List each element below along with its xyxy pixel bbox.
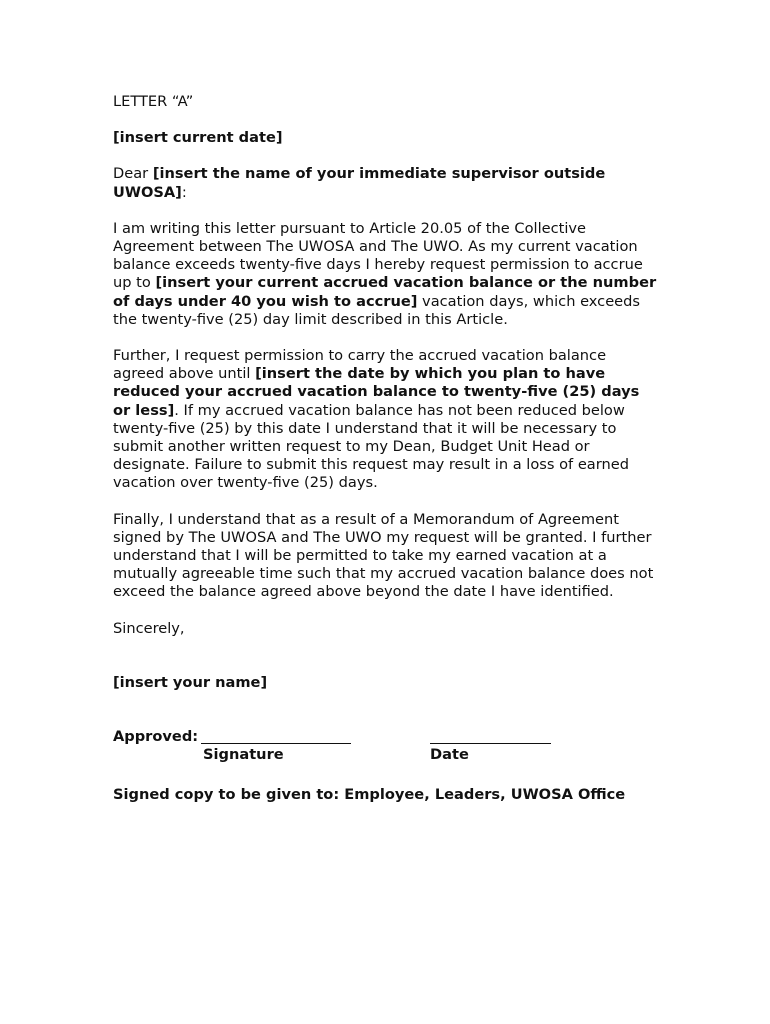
reduction-date-placeholder: [insert the date by which you plan to have reduced your accrued vacation balance to twenty-five (25) days or less] (113, 365, 640, 419)
letter-document (113, 93, 658, 822)
salutation-suffix: : (181, 183, 187, 201)
salutation-prefix: Dear (113, 165, 153, 183)
closing: Sincerely, (113, 619, 185, 637)
date-caption: Date (430, 746, 469, 764)
paragraph-memorandum: Finally, I understand that as a result of a Memorandum of Agreement signed by The UWOSA and The UWO my request will be granted. I further understand that I will be permitted to take my earned vacation at a mutually agreeable time such that my accrued vacation balance does not exceed the balance agreed above beyond the date I have identified. (113, 510, 654, 601)
approved-label: Approved: (113, 728, 199, 746)
paragraph-carry: Further, I request permission to carry the accrued vacation balance agreed above until [insert the date by which you plan to have reduced your accrued vacation balance to twenty-five (25) days or less]. If my accrued vacation balance has not been reduced below twenty-five (25) by this date I understand that it will be necessary to submit another written request to my Dean, Budget Unit Head or designate. Failure to submit this request may result in a loss of earned vacation over twenty-five (25) days. (113, 347, 640, 492)
date-line (430, 743, 551, 744)
signature-caption: Signature (203, 746, 284, 764)
letter-heading: LETTER “A” (113, 93, 194, 110)
salutation (113, 165, 658, 201)
approval-block (113, 728, 658, 768)
copy-note: Signed copy to be given to: Employee, Leaders, UWOSA Office (113, 786, 626, 804)
supervisor-placeholder: [insert the name of your immediate supervisor outside UWOSA] (113, 165, 606, 201)
vacation-balance-placeholder: [insert your current accrued vacation balance or the number of days under 40 you wish to accrue] (113, 274, 657, 310)
paragraph-request: I am writing this letter pursuant to Article 20.05 of the Collective Agreement between The UWOSA and The UWO. As my current vacation balance exceeds twenty-five days I hereby request permission to accrue up to [insert your current accrued vacation balance or the number of days under 40 you wish to accrue] vacation days, which exceeds the twenty-five (25) day limit described in this Article. (113, 219, 657, 328)
signature-line (201, 743, 351, 744)
name-placeholder: [insert your name] (113, 673, 268, 691)
date-placeholder: [insert current date] (113, 129, 283, 147)
